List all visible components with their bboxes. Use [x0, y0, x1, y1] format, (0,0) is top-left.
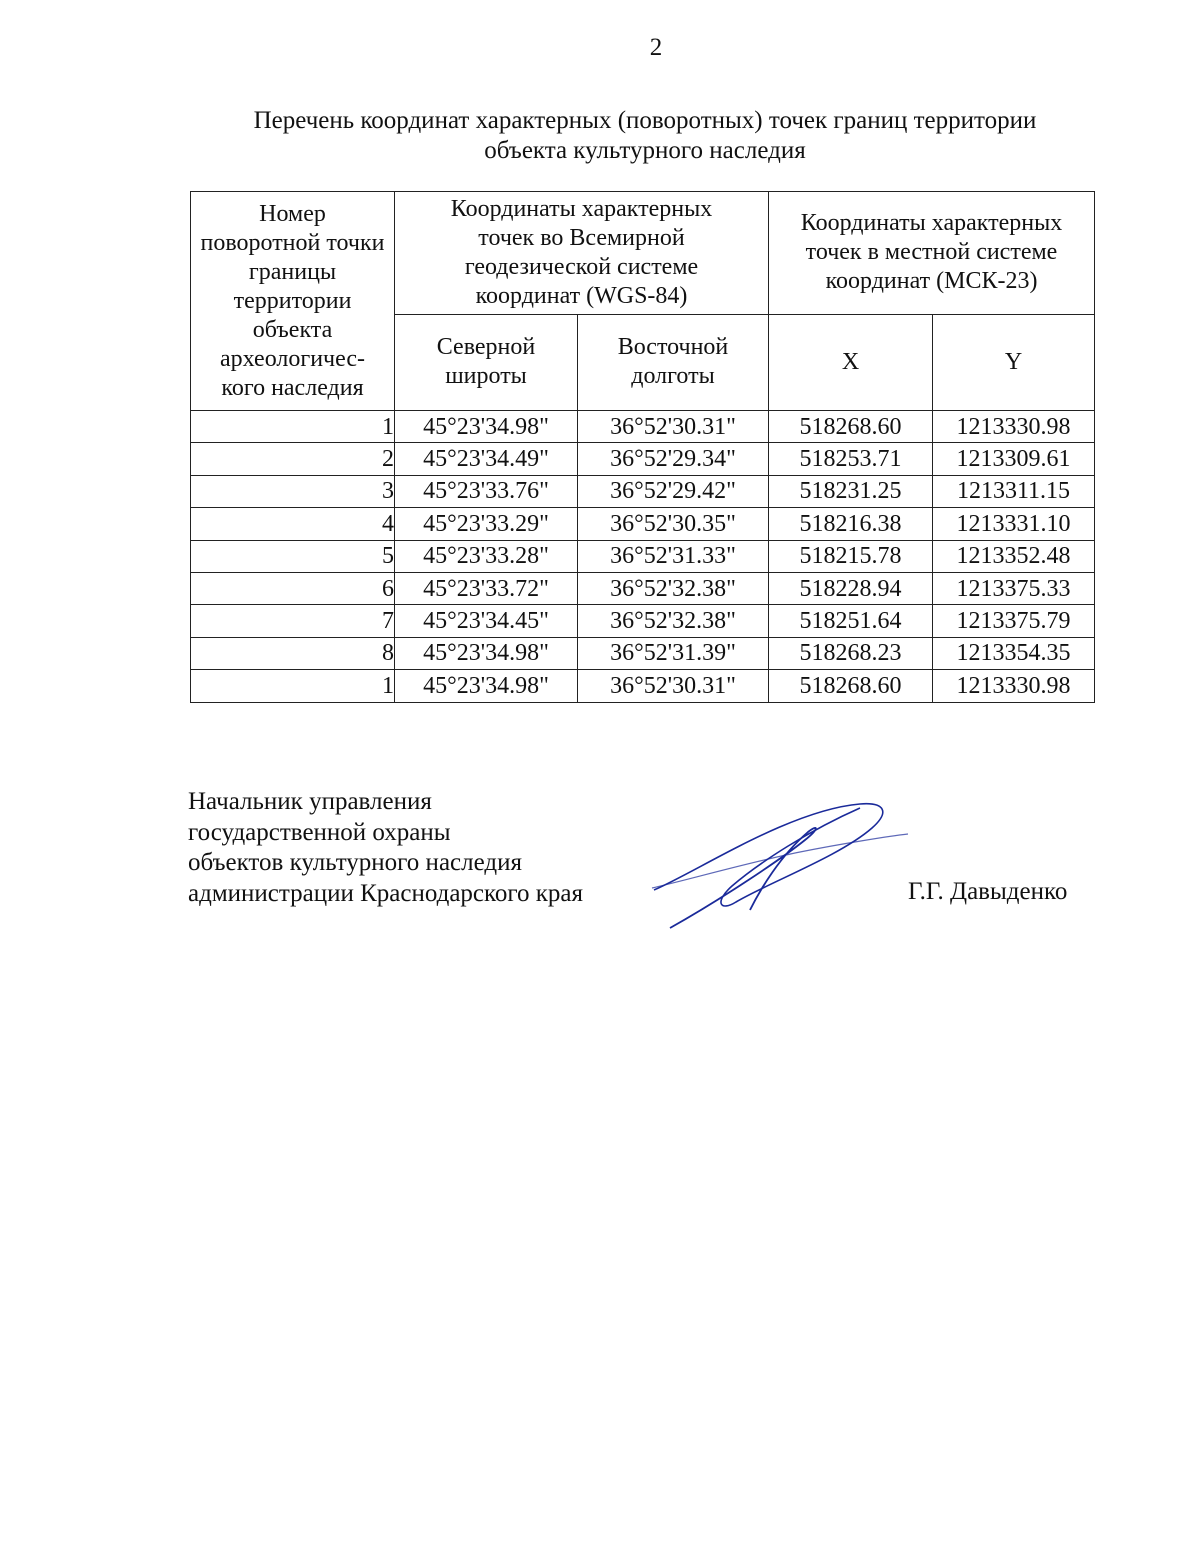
signatory-line-2: государственной охраны: [188, 818, 451, 846]
y-cell: 1213311.15: [933, 475, 1095, 507]
point-number-cell: 3: [191, 475, 395, 507]
latitude-cell: 45°23'34.98": [395, 411, 578, 443]
x-cell: 518253.71: [769, 443, 933, 475]
longitude-cell: 36°52'31.33": [578, 540, 769, 572]
signatory-position: [188, 787, 583, 909]
longitude-cell: 36°52'32.38": [578, 605, 769, 637]
table-row: [191, 443, 1095, 475]
header-longitude: Восточной долготы: [578, 314, 769, 410]
y-cell: 1213331.10: [933, 508, 1095, 540]
latitude-cell: 45°23'34.49": [395, 443, 578, 475]
y-cell: 1213354.35: [933, 637, 1095, 669]
y-cell: 1213309.61: [933, 443, 1095, 475]
point-number-cell: 1: [191, 670, 395, 702]
x-cell: 518268.60: [769, 411, 933, 443]
y-cell: 1213375.33: [933, 572, 1095, 604]
y-cell: 1213352.48: [933, 540, 1095, 572]
signatory-line-4: администрации Краснодарского края: [188, 879, 584, 907]
point-number-cell: 7: [191, 605, 395, 637]
longitude-cell: 36°52'30.35": [578, 508, 769, 540]
table-row: [191, 508, 1095, 540]
header-x: X: [769, 314, 933, 410]
longitude-cell: 36°52'30.31": [578, 670, 769, 702]
point-number-cell: 4: [191, 508, 395, 540]
latitude-cell: 45°23'33.72": [395, 572, 578, 604]
x-cell: 518228.94: [769, 572, 933, 604]
table-row: [191, 411, 1095, 443]
point-number-cell: 6: [191, 572, 395, 604]
table-row: [191, 540, 1095, 572]
x-cell: 518268.60: [769, 670, 933, 702]
point-number-cell: 2: [191, 443, 395, 475]
latitude-cell: 45°23'33.28": [395, 540, 578, 572]
y-cell: 1213330.98: [933, 411, 1095, 443]
header-y: Y: [933, 314, 1095, 410]
header-wgs84-group: Координаты характерных точек во Всемирной геодезической системе координат (WGS-84): [395, 192, 769, 315]
header-latitude: Северной широты: [395, 314, 578, 410]
longitude-cell: 36°52'31.39": [578, 637, 769, 669]
table-row: [191, 475, 1095, 507]
signatory-line-3: объектов культурного наследия: [188, 849, 522, 876]
page-number: 2: [649, 34, 663, 61]
longitude-cell: 36°52'32.38": [578, 572, 769, 604]
y-cell: 1213330.98: [933, 670, 1095, 702]
signer-name: Г.Г. Давыденко: [908, 878, 1068, 905]
longitude-cell: 36°52'29.34": [578, 443, 769, 475]
table-row: [191, 637, 1095, 669]
latitude-cell: 45°23'34.98": [395, 670, 578, 702]
latitude-cell: 45°23'33.29": [395, 508, 578, 540]
y-cell: 1213375.79: [933, 605, 1095, 637]
longitude-cell: 36°52'30.31": [578, 411, 769, 443]
header-point-number: Номер поворотной точки границы территории объекта археологичес-кого наследия: [191, 192, 395, 411]
title-line-2: объекта культурного наследия: [484, 137, 806, 164]
latitude-cell: 45°23'33.76": [395, 475, 578, 507]
table-row: [191, 572, 1095, 604]
point-number-cell: 1: [191, 411, 395, 443]
header-msk23-group: Координаты характерных точек в местной системе координат (МСК-23): [769, 192, 1095, 315]
title-line-1: Перечень координат характерных (поворотных) точек границ территории: [253, 107, 1037, 134]
x-cell: 518231.25: [769, 475, 933, 507]
coordinates-table: [190, 191, 1095, 703]
x-cell: 518268.23: [769, 637, 933, 669]
point-number-cell: 8: [191, 637, 395, 669]
table-row: [191, 670, 1095, 702]
table-row: [191, 605, 1095, 637]
x-cell: 518215.78: [769, 540, 933, 572]
longitude-cell: 36°52'29.42": [578, 475, 769, 507]
handwritten-signature: [640, 790, 920, 940]
x-cell: 518251.64: [769, 605, 933, 637]
document-title: [190, 106, 1100, 166]
latitude-cell: 45°23'34.45": [395, 605, 578, 637]
signatory-line-1: Начальник управления: [188, 788, 432, 815]
x-cell: 518216.38: [769, 508, 933, 540]
latitude-cell: 45°23'34.98": [395, 637, 578, 669]
point-number-cell: 5: [191, 540, 395, 572]
